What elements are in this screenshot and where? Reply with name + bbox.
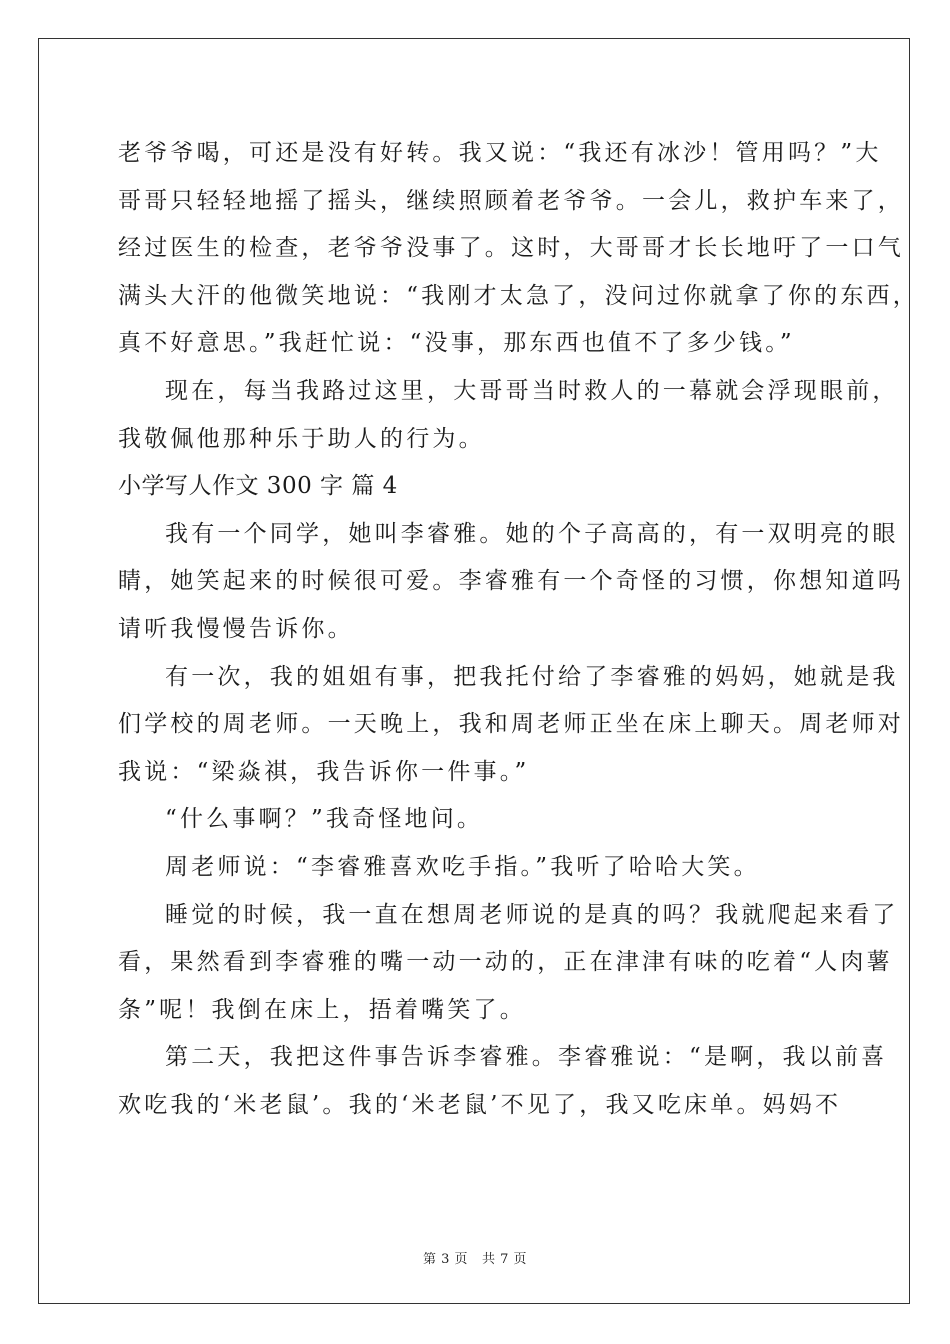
paragraph-line: 睛，她笑起来的时候很可爱。李睿雅有一个奇怪的习惯，你想知道吗 (118, 568, 904, 595)
paragraph-line: 经过医生的检查，老爷爷没事了。这时，大哥哥才长长地吁了一口气 (118, 235, 904, 262)
section-heading: 小学写人作文 300 字 篇 4 (118, 473, 398, 500)
paragraph-line: 老爷爷喝，可还是没有好转。我又说：“我还有冰沙！管用吗？”大 (118, 140, 882, 166)
paragraph-line: 看，果然看到李睿雅的嘴一动一动的，正在津津有味的吃着“人肉薯 (118, 949, 893, 976)
page-total: 共 7 页 (482, 1252, 528, 1267)
page-number: 第 3 页 (422, 1252, 468, 1267)
document-body (118, 130, 919, 1129)
paragraph-line: 我有一个同学，她叫李睿雅。她的个子高高的，有一双明亮的眼 (165, 520, 899, 547)
page-footer (0, 1248, 950, 1267)
paragraph-line: 真不好意思。”我赶忙说：“没事，那东西也值不了多少钱。” (118, 330, 795, 357)
paragraph-line: 哥哥只轻轻地摇了摇头，继续照顾着老爷爷。一会儿，救护车来了， (118, 187, 904, 214)
paragraph-line: 现在，每当我路过这里，大哥哥当时救人的一幕就会浮现眼前， (165, 377, 899, 404)
paragraph-line: 们学校的周老师。一天晚上，我和周老师正坐在床上聊天。周老师对 (118, 711, 904, 738)
paragraph-line: 有一次，我的姐姐有事，把我托付给了李睿雅的妈妈，她就是我 (165, 663, 899, 690)
paragraph-line: 满头大汗的他微笑地说：“我刚才太急了，没问过你就拿了你的东西， (118, 282, 919, 309)
paragraph-line: 欢吃我的‘米老鼠’。我的‘米老鼠’不见了，我又吃床单。妈妈不 (118, 1091, 842, 1118)
paragraph-line: 睡觉的时候，我一直在想周老师说的是真的吗？我就爬起来看了 (165, 901, 899, 928)
paragraph-line: 第二天，我把这件事告诉李睿雅。李睿雅说：“是啊，我以前喜 (165, 1044, 888, 1071)
paragraph-line: 我敬佩他那种乐于助人的行为。 (118, 425, 485, 452)
paragraph-line: 条”呢！我倒在床上，捂着嘴笑了。 (118, 996, 526, 1023)
paragraph-line: “什么事啊？”我奇怪地问。 (165, 806, 484, 833)
paragraph-line: 请听我慢慢告诉你。 (118, 615, 354, 642)
paragraph-line: 周老师说：“李睿雅喜欢吃手指。”我听了哈哈大笑。 (165, 853, 760, 880)
paragraph-line: 我说：“梁焱祺，我告诉你一件事。” (118, 758, 530, 785)
